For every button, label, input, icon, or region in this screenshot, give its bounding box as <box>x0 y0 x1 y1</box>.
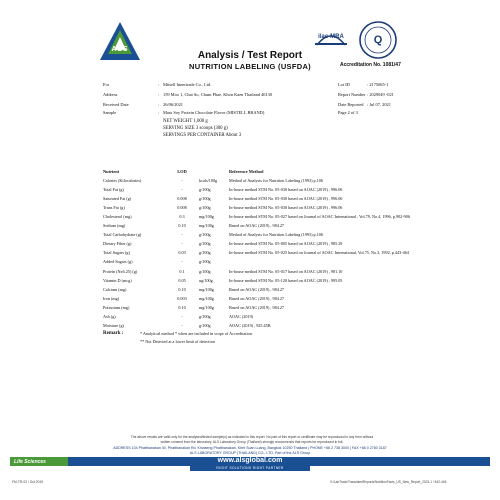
reference-method: In-house method STM No. 05-025 based on Journal of AOAC International, Vol.75, No.3, 1992, p.443-464 <box>229 250 409 256</box>
reference-method: In-house method STM No. 05-030 based on AOAC (2019) , 996.06 <box>229 196 343 202</box>
reference-method: In-house method STM No. 05-027 based on Journal of AOAC International , Vol.79, No.4, 1996, p.902-906 <box>229 214 410 220</box>
info-value-lot: : 2175065-1 <box>367 82 389 87</box>
report-title: Analysis / Test Report <box>197 50 303 61</box>
lod-value: - <box>181 187 183 193</box>
remark-line: ** Not Detected at a lower limit of detection <box>140 339 215 344</box>
reference-method: In-house method STM No. 05-030 based on AOAC (2019) , 996.06 <box>229 187 343 193</box>
header-lod: LOD <box>177 169 187 174</box>
info-colon: : <box>158 102 160 107</box>
lod-value: 0.1 <box>179 268 185 274</box>
unit-value: mg/100g <box>199 214 214 220</box>
website-link[interactable]: www.alsglobal.com <box>217 456 283 464</box>
unit-value: g/100g <box>199 205 211 211</box>
nutrient-name: Potassium (mg) <box>103 304 130 310</box>
reference-method: In-house method STM No. 05-017 based on AOAC (2019) , 981.10 <box>229 268 343 274</box>
lod-value: 0.05 <box>178 277 186 283</box>
info-label-lot: Lot ID <box>338 82 350 87</box>
reference-method: Based on AOAC (2019) , 984.27 <box>229 295 285 301</box>
nutrient-name: Total Fat (g) <box>103 187 124 193</box>
life-sciences-label: Life Sciences <box>14 458 46 465</box>
unit-value: mg/100g <box>199 304 214 310</box>
unit-value: g/100g <box>199 313 211 319</box>
nutrient-name: Dietary Fiber (g) <box>103 241 132 247</box>
nutrient-name: Ash (g) <box>103 313 116 319</box>
lod-value: - <box>181 313 183 319</box>
unit-value: g/100g <box>199 241 211 247</box>
reference-method: In-house method STM No. 05-120 based on AOAC (2019) , 995.05 <box>229 277 343 283</box>
reference-method: In-house method STM No. 05-005 based on AOAC (2019) , 985.29 <box>229 241 343 247</box>
info-label-address: Address <box>103 92 118 97</box>
lod-value: - <box>181 241 183 247</box>
logo-text: ALS <box>111 46 129 53</box>
unit-value: g/100g <box>199 196 211 202</box>
info-label-report: Report Number <box>338 92 366 97</box>
lod-value: - <box>181 322 183 328</box>
net-weight: NET WEIGHT 1,000 g <box>163 119 208 124</box>
lod-value: 0.008 <box>177 205 187 211</box>
nutrient-name: Trans Fat (g) <box>103 205 125 211</box>
remark-line: * Analytical method * when are included in scope of Accreditation <box>140 331 252 336</box>
header-nutrient: Nutrient <box>103 169 120 174</box>
info-value-address: 159 Moo 1, Chai So, Chum Phae, Khon Kaen Thailand 40130 <box>163 92 273 97</box>
unit-value: ug/100g <box>199 277 213 283</box>
tagline: RIGHT SOLUTIONS RIGHT PARTNER <box>216 466 284 471</box>
info-colon: : <box>158 92 160 97</box>
header-reference: Reference Method <box>229 169 264 174</box>
nutrient-name: Saturated Fat (g) <box>103 196 132 202</box>
lod-value: 0.10 <box>178 223 186 229</box>
lod-value: - <box>181 232 183 238</box>
nutrient-name: Total Sugars (g) <box>103 250 130 256</box>
unit-value: g/100g <box>199 187 211 193</box>
dmsc-seal-letter: Q <box>373 34 383 46</box>
reference-method: In-house method STM No. 05-030 based on AOAC (2019) , 996.06 <box>229 205 343 211</box>
unit-value: g/100g <box>199 268 211 274</box>
reference-method: Method of Analysis for Nutrition Labeling (1993) p.106 <box>229 178 323 183</box>
ilac-mra-text: ilac-MRA <box>318 34 344 40</box>
serving-size: SERVING SIZE 3 scoops (300 g) <box>163 126 228 131</box>
lod-value: 0.10 <box>178 304 186 310</box>
unit-value: g/100g <box>199 232 211 238</box>
reference-method: AOAC (2019) , 925.45B <box>229 322 271 328</box>
nutrient-name: Sodium (mg) <box>103 223 126 229</box>
servings-per-container: SERVINGS PER CONTAINER About 3 <box>163 133 242 138</box>
unit-value: g/100g <box>199 259 211 265</box>
unit-value: g/100g <box>199 322 211 328</box>
lod-value: 0.008 <box>177 196 187 202</box>
nutrient-name: Vitamin D (mcg) <box>103 277 132 283</box>
reference-method: AOAC (2019) <box>229 313 254 319</box>
info-label-sample: Sample <box>103 110 117 115</box>
unit-value: g/100g <box>199 250 211 256</box>
nutrient-name: Cholesterol (mg) <box>103 214 132 220</box>
accreditation-number: Accreditation No. 1081/47 <box>340 62 401 68</box>
nutrient-name: Calcium (mg) <box>103 286 127 292</box>
lod-value: - <box>181 259 183 265</box>
form-code: FM-TR-03 / Oct 2019 <box>12 480 44 484</box>
unit-value: mg/100g <box>199 295 214 301</box>
lod-value: 0.03 <box>178 250 186 256</box>
unit-value: mg/100g <box>199 286 214 292</box>
company-line: ALS LABORATORY GROUP (THAILAND) CO., LTD. Part of the ALS Group <box>189 451 311 455</box>
lod-value: - <box>181 178 183 183</box>
file-path: X:\LabTrack\TranslatedReports\NutritionFacts_US_New_Report_2023-1 \ 542-446 <box>330 480 447 484</box>
unit-value: kcals/100g <box>199 178 218 183</box>
info-colon: : <box>158 82 160 87</box>
lod-value: 0.10 <box>178 286 186 292</box>
unit-value: mg/100g <box>199 223 214 229</box>
info-value-date-reported: : Jul 07, 2021 <box>367 102 391 107</box>
nutrient-name: Total Carbohydrate (g) <box>103 232 142 238</box>
nutrient-name: Protein (Nx6.25) (g) <box>103 268 138 274</box>
report-subtitle: NUTRITION LABELING (USFDA) <box>189 62 311 71</box>
info-colon: : <box>158 110 160 115</box>
nutrient-name: Calories (Kilocalories) <box>103 178 142 183</box>
reference-method: Based on AOAC (2019) , 984.27 <box>229 286 285 292</box>
nutrient-name: Iron (mg) <box>103 295 120 301</box>
nutrient-name: Moisture (g) <box>103 322 125 328</box>
disclaimer: The above results are valid only for the analysed/tested sample(s) as indicated in this report. No part of this report or certificate may be reproduced in any form without written consent from the laboratory. ALS Laboratory Group (Thailand) strongly recommends that reports be reproduced in full. <box>130 435 374 444</box>
info-value-for: Mitsell Innertrade Co., Ltd. <box>163 82 212 87</box>
lod-value: 0.003 <box>177 295 187 301</box>
lod-value: 0.3 <box>179 214 185 220</box>
reference-method: Based on AOAC (2019) , 984.27 <box>229 304 285 310</box>
info-label-received: Received Date <box>103 102 129 107</box>
remark-label: Remark : <box>103 331 124 336</box>
page-indicator: Page 2 of 3 <box>338 110 358 115</box>
address-line: ADDRESS 104 Phatthanakan 40, Phatthanakan Rd, Khwaeng Phatthanakan, Khet Suan Luang, Bangkok 10250 Thailand | PHONE +66 2 738 3000 | FAX +66 0 2780 3187 <box>113 446 387 450</box>
info-value-sample: Mass Soy Protein Chocolate Flavor (MISTELL BRAND) <box>163 110 265 115</box>
info-label-date-reported: Date Reported <box>338 102 364 107</box>
info-label-for: For <box>103 82 110 87</box>
nutrient-name: Added Sugars (g) <box>103 259 133 265</box>
info-value-report: : 2029049 -021 <box>367 92 394 97</box>
ilac-mra-logo-icon <box>313 25 349 59</box>
reference-method <box>229 258 429 267</box>
info-value-received: 26/06/2021 <box>163 102 184 107</box>
reference-method: Based on AOAC (2019) , 984.27 <box>229 223 285 229</box>
reference-method: Method of Analysis for Nutrition Labeling (1993) p.106 <box>229 232 323 238</box>
